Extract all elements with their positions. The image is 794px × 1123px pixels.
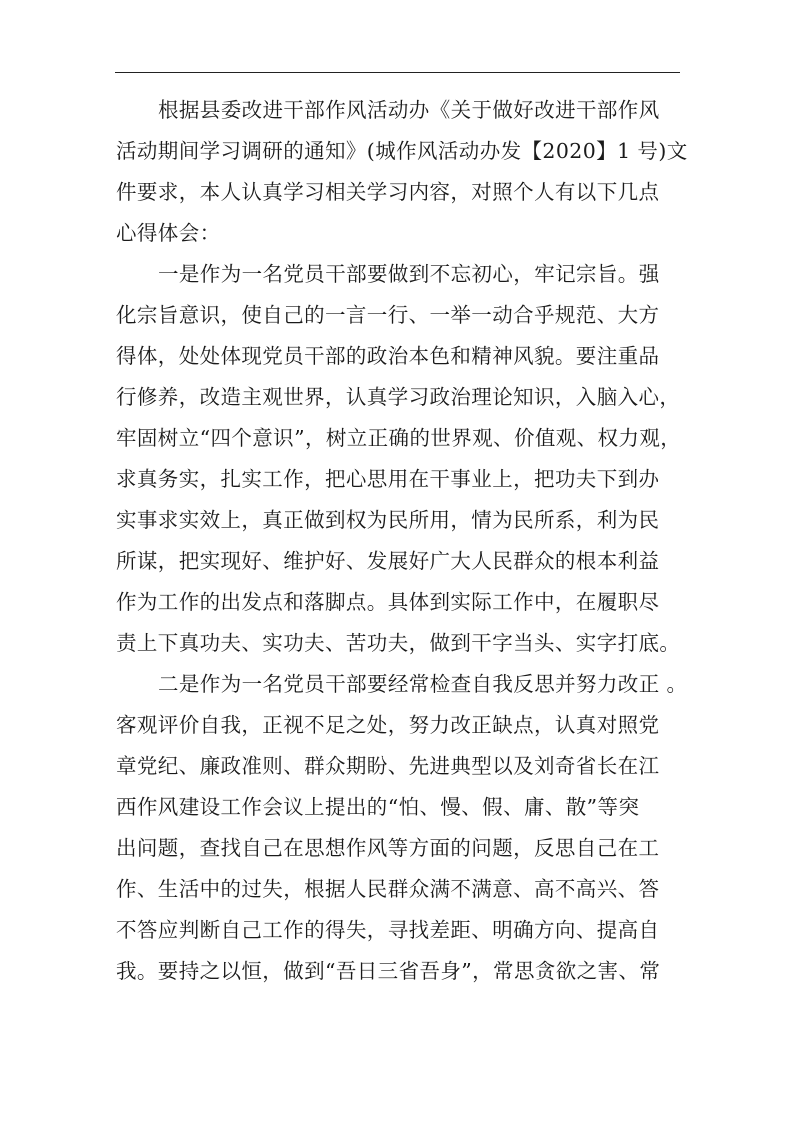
text-line: 件要求，本人认真学习相关学习内容，对照个人有以下几点 <box>116 180 660 204</box>
text-line: 我。要持之以恒，做到“吾日三省吾身”，常思贪欲之害、常 <box>116 959 661 983</box>
text-line: 活动期间学习调研的通知》(城作风活动办发【2020】1 号)文 <box>116 139 688 163</box>
text-line: 作、生活中的过失，根据人民群众满不满意、高不高兴、答 <box>116 877 660 901</box>
text-line: 不答应判断自己工作的得失，寻找差距、明确方向、提高自 <box>116 918 660 942</box>
text-line: 所谋，把实现好、维护好、发展好广大人民群众的根本利益 <box>116 549 660 573</box>
text-line: 章党纪、廉政准则、群众期盼、先进典型以及刘奇省长在江 <box>116 754 660 778</box>
text-line: 责上下真功夫、实功夫、苦功夫，做到干字当头、实字打底。 <box>116 631 681 655</box>
text-line: 化宗旨意识，使自己的一言一行、一举一动合乎规范、大方 <box>116 303 660 327</box>
text-line: 一是作为一名党员干部要做到不忘初心，牢记宗旨。强 <box>158 262 660 286</box>
text-line: 出问题，查找自己在思想作风等方面的问题，反思自己在工 <box>116 836 660 860</box>
text-line: 作为工作的出发点和落脚点。具体到实际工作中，在履职尽 <box>116 590 660 614</box>
text-line: 根据县委改进干部作风活动办《关于做好改进干部作风 <box>158 98 660 122</box>
text-line: 二是作为一名党员干部要经常检查自我反思并努力改正 。 <box>158 672 688 696</box>
text-line: 行修养，改造主观世界，认真学习政治理论知识，入脑入心， <box>116 385 681 409</box>
text-line: 心得体会： <box>116 221 221 245</box>
text-line: 得体，处处体现党员干部的政治本色和精神风貌。要注重品 <box>116 344 660 368</box>
text-line: 西作风建设工作会议上提出的“怕、慢、假、庸、散”等突 <box>116 795 640 819</box>
text-line: 牢固树立“四个意识”，树立正确的世界观、价值观、权力观， <box>116 426 682 450</box>
text-line: 实事求实效上，真正做到权为民所用，情为民所系，利为民 <box>116 508 660 532</box>
text-line: 客观评价自我，正视不足之处，努力改正缺点，认真对照党 <box>116 713 660 737</box>
text-line: 求真务实，扎实工作，把心思用在干事业上，把功夫下到办 <box>116 467 660 491</box>
